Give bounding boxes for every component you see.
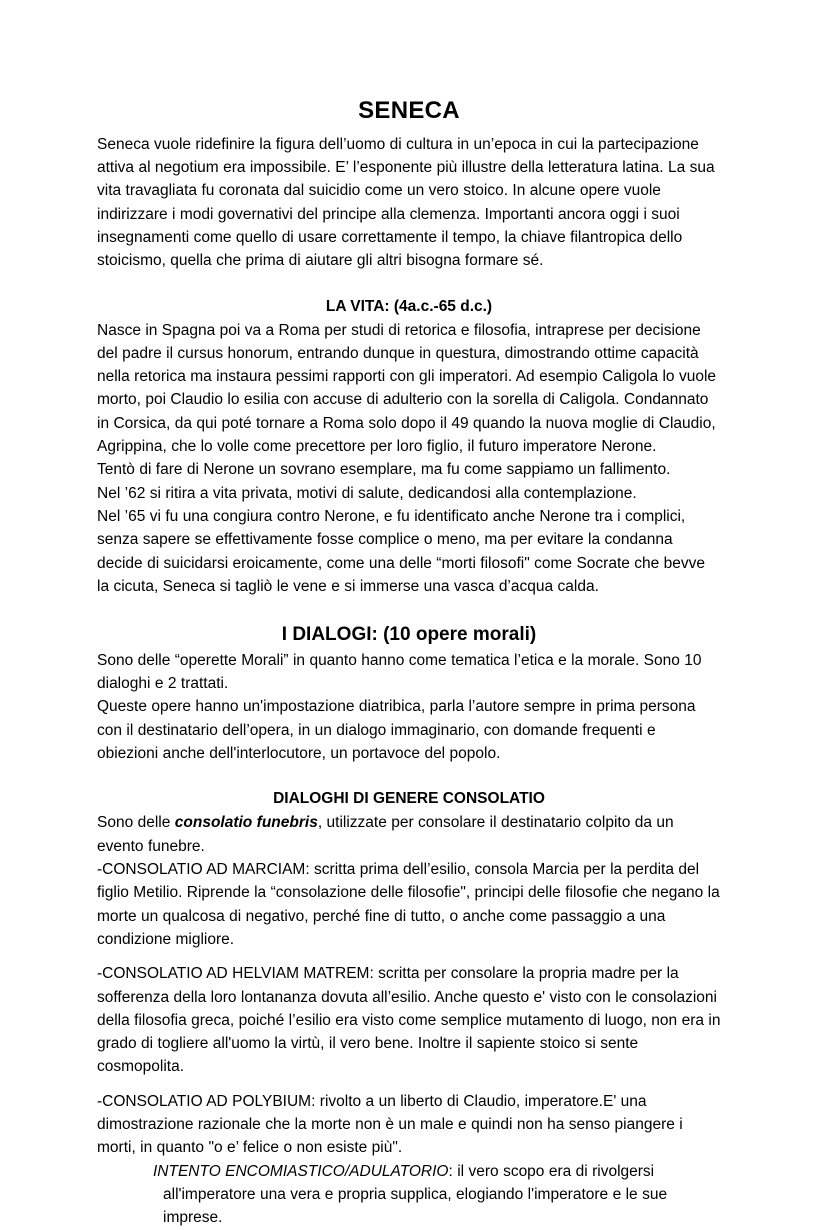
consolatio-ad-marciam-paragraph: -CONSOLATIO AD MARCIAM: scritta prima dell’esilio, consola Marcia per la perdita del figlio Metilio. Riprende la “consolazione delle filosofie", principi delle filosofie che negano la morte un qualcosa di negativo, perché fine di tutto, o anche come passaggio a una condizione migliore. — [97, 860, 720, 948]
vita-paragraph-1: Nasce in Spagna poi va a Roma per studi di retorica e filosofia, intraprese per decisione del padre il cursus honorum, entrando dunque in questura, dimostrando ottime capacità nella retorica ma instaura pessimi rapporti con gli imperatori. Ad esempio Caligola lo vuole morto, poi Claudio lo esilia con accuse di adulterio con la sorella di Caligola. Condannato in Corsica, da qui poté tornare a Roma solo dopo il 49 quando la nuova moglie di Claudio, Agrippina, che lo volle come precettore per loro figlio, il futuro imperatore Nerone. — [97, 321, 717, 456]
consolatio-intro-paragraph — [97, 811, 721, 858]
consolatio-ad-helviam-paragraph: -CONSOLATIO AD HELVIAM MATREM: scritta per consolare la propria madre per la sofferenza della loro lontananza dovuta all’esilio. Anche questo e' visto con le consolazioni della filosofia greca, poiché l’esilio era visto come semplice mutamento di luogo, non era in grado di togliere all'uomo la virtù, il vero bene. Inoltre il sapiente stoico si sente cosmopolita. — [97, 965, 721, 1076]
heading-dialoghi-consolatio: DIALOGHI DI GENERE CONSOLATIO — [273, 790, 545, 808]
dialoghi-paragraph-2: Queste opere hanno un'impostazione diatribica, parla l’autore sempre in prima persona con il destinatario dell’opera, in un dialogo immaginario, con domande frequenti e obiezioni anche dell'interlocutore, un portavoce del popolo. — [97, 698, 696, 763]
vita-paragraph-4: Nel ’65 vi fu una congiura contro Nerone, e fu identificato anche Nerone tra i complici, senza sapere se effettivamente fosse complice o meno, ma per evitare la condanna decide di suicidarsi eroicamente, come una delle “morti filosofi" come Socrate che bevve la cicuta, Seneca si tagliò le vene e si immerse una vasca d’acqua calda. — [97, 508, 706, 595]
paragraph-spacer — [97, 951, 721, 962]
section-spacer — [97, 765, 721, 788]
consolatio-ad-polybium-paragraph: -CONSOLATIO AD POLYBIUM: rivolto a un liberto di Claudio, imperatore.E' una dimostrazione razionale che la morte non è un male e quindi non ha senso piangere i morti, in quanto "o e’ felice o non esiste più". — [97, 1092, 683, 1157]
heading-i-dialogi: I DIALOGI: (10 opere morali) — [281, 624, 537, 646]
consolatio-intro-after: , utilizzate per consolare il destinatario colpito da un evento funebre. — [97, 814, 674, 855]
document-body — [97, 96, 721, 1230]
consolatio-funebris-emphasis: consolatio funebris — [174, 814, 318, 832]
section-spacer — [97, 273, 721, 296]
intro-paragraph: Seneca vuole ridefinire la figura dell’uomo di cultura in un’epoca in cui la partecipazione attiva al negotium era impossibile. E’ l’esponente più illustre della letteratura latina. La sua vita travagliata fu coronata dal suicidio come un vero stoico. In alcune opere vuole indirizzare i modi governativi del principe alla clemenza. Importanti ancora oggi i suoi insegnamenti come quello di usare correttamente il tempo, la chiave filantropica dello stoicismo, quella che prima di aiutare gli altri bisogna formare sé. — [97, 135, 715, 270]
intento-after: : il vero scopo era di rivolgersi — [448, 1162, 655, 1180]
intento-line-1 — [153, 1160, 721, 1183]
intento-block — [97, 1160, 721, 1230]
section-spacer — [97, 598, 721, 621]
consolatio-intro-before: Sono delle — [97, 814, 175, 832]
intento-line-2: all'imperatore una vera e propria supplica, elogiando l'imperatore e le sue imprese. — [163, 1186, 668, 1227]
paragraph-spacer — [97, 1079, 721, 1090]
page-title: SENECA — [358, 97, 460, 124]
heading-la-vita: LA VITA: (4a.c.-65 d.c.) — [325, 297, 493, 315]
vita-paragraph-3: Nel ’62 si ritira a vita privata, motivi di salute, dedicandosi alla contemplazione. — [97, 484, 637, 502]
dialoghi-paragraph-1: Sono delle “operette Morali” in quanto hanno come tematica l’etica e la morale. Sono 10 dialoghi e 2 trattati. — [97, 651, 702, 693]
vita-paragraph-2: Tentò di fare di Nerone un sovrano esemplare, ma fu come sappiamo un fallimento. — [97, 461, 671, 479]
intento-emphasis: INTENTO ENCOMIASTICO/ADULATORIO — [153, 1162, 449, 1180]
